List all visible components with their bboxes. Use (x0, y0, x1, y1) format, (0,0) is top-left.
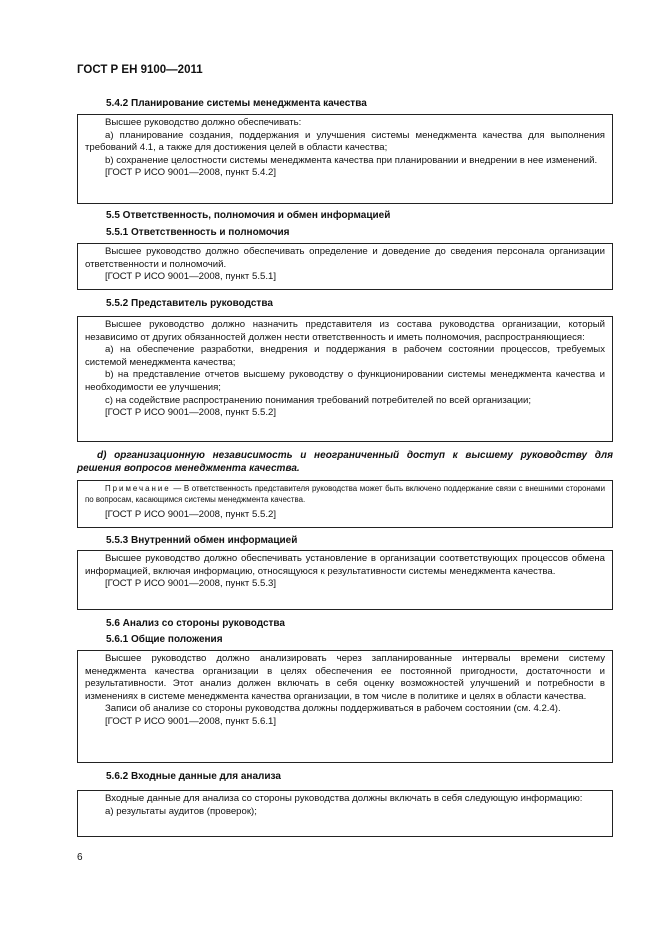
document-header: ГОСТ Р ЕН 9100—2011 (77, 64, 203, 76)
paragraph: Высшее руководство должно обеспечивать определение и доведение до сведения персонала организации ответственности и полномочий. (85, 246, 605, 270)
section-heading-5-5: 5.5 Ответственность, полномочия и обмен информацией (106, 210, 391, 221)
note-label: Примечание (105, 484, 171, 493)
paragraph: Высшее руководство должно обеспечивать: (105, 117, 302, 128)
note-box (77, 480, 613, 528)
requirement-box-5-6-2 (77, 790, 613, 837)
section-heading-5-6-1: 5.6.1 Общие положения (106, 634, 223, 645)
paragraph: Высшее руководство должно назначить представителя из состава руководства организации, который независимо от других обязанностей должен нести ответственность и иметь полномочия, распространяющиеся: (85, 319, 605, 343)
note-text: — В ответственность представителя руководства может быть включено поддержание связи с внешними сторонами по вопросам, касающимся системы менеджмента качества. (85, 484, 605, 504)
list-item-a: а) планирование создания, поддержания и улучшения системы менеджмента качества для выполнения требований 4.1, а также для достижения целей в области качества; (85, 129, 605, 154)
section-heading-5-4-2: 5.4.2 Планирование системы менеджмента качества (106, 98, 367, 109)
reference: [ГОСТ Р ИСО 9001—2008, пункт 5.5.3] (105, 578, 276, 590)
list-item-a: а) результаты аудитов (проверок); (105, 805, 257, 817)
reference: [ГОСТ Р ИСО 9001—2008, пункт 5.5.2] (105, 407, 276, 419)
additional-requirement-d: d) организационную независимость и неограниченный доступ к высшему руководству для решения вопросов менеджмента качества. (77, 450, 613, 474)
list-item-c: с) на содействие распространению понимания требований потребителей по всей организации; (105, 394, 532, 406)
requirement-box-5-5-1 (77, 243, 613, 290)
paragraph: Входные данные для анализа со стороны руководства должны включать в себя следующую информацию: (105, 793, 583, 804)
list-item-b: b) сохранение целостности системы менеджмента качества при планировании и внедрении в нее изменений. (105, 154, 598, 166)
requirement-box-5-4-2 (77, 114, 613, 204)
paragraph: Записи об анализе со стороны руководства должны поддерживаться в рабочем состоянии (см. 4.2.4). (105, 703, 561, 715)
section-heading-5-5-1: 5.5.1 Ответственность и полномочия (106, 227, 290, 238)
requirement-box-5-5-2 (77, 316, 613, 442)
list-item-b: b) на представление отчетов высшему руководству о функционировании системы менеджмента качества и необходимости ее улучшения; (85, 369, 605, 393)
section-heading-5-5-2: 5.5.2 Представитель руководства (106, 298, 273, 309)
reference: [ГОСТ Р ИСО 9001—2008, пункт 5.6.1] (105, 715, 276, 727)
reference: [ГОСТ Р ИСО 9001—2008, пункт 5.5.2] (105, 509, 276, 520)
requirement-box-5-6-1 (77, 650, 613, 763)
paragraph: Высшее руководство должно обеспечивать установление в организации соответствующих процессов обмена информацией, включая информацию, относящуюся к результативности системы менеджмента качества. (85, 553, 605, 577)
section-heading-5-6: 5.6 Анализ со стороны руководства (106, 618, 285, 629)
section-heading-5-5-3: 5.5.3 Внутренний обмен информацией (106, 535, 298, 546)
requirement-box-5-5-3 (77, 550, 613, 610)
reference: [ГОСТ Р ИСО 9001—2008, пункт 5.5.1] (105, 271, 276, 283)
reference: [ГОСТ Р ИСО 9001—2008, пункт 5.4.2] (105, 167, 276, 179)
page-number: 6 (77, 852, 83, 863)
note-paragraph (85, 483, 605, 505)
section-heading-5-6-2: 5.6.2 Входные данные для анализа (106, 771, 281, 782)
list-item-a: а) на обеспечение разработки, внедрения и поддержания в рабочем состоянии процессов, требуемых системой менеджмента качества; (85, 344, 605, 368)
paragraph: Высшее руководство должно анализировать через запланированные интервалы времени систему менеджмента качества организации в целях обеспечения ее постоянной пригодности, достаточности и результативности. Этот анализ должен включать в себя оценку возможностей улучшений и потребности в изменениях в системе менеджмента качества организации, в том числе в политике и целях в области качества. (85, 653, 605, 702)
